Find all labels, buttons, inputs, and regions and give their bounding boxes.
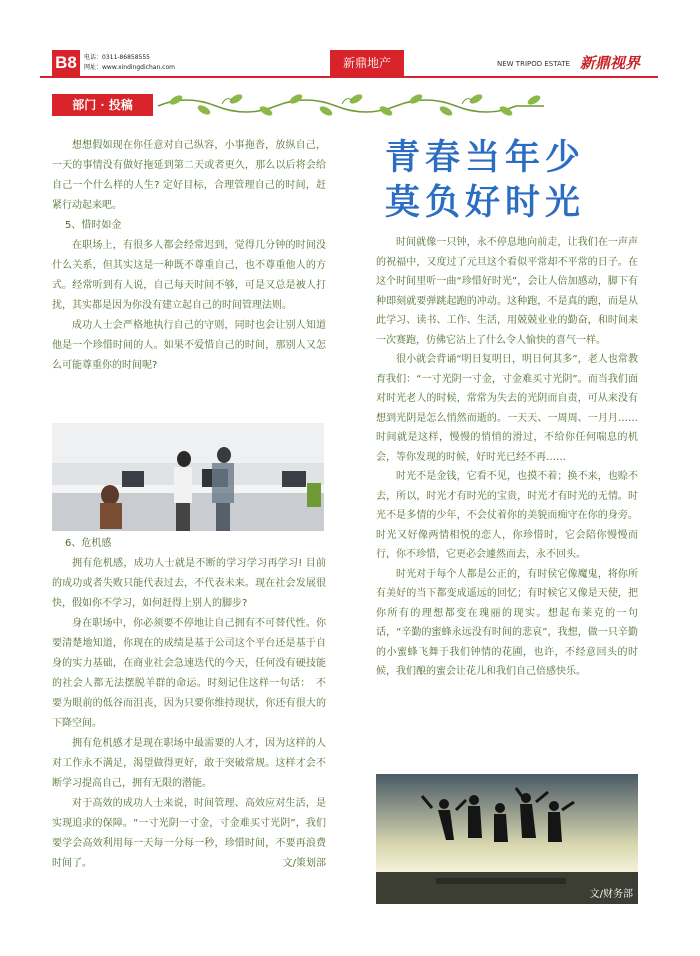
paragraph: 很小就会背诵“明日复明日，明日何其多”，老人也常教育我们：“一寸光阴一寸金，寸金难买寸光阴”。而当我们面对时光老人的时候，常常为失去的光阴而自责，可从来没有想到光阴是怎么悄然而逝的。一天天、一周周、一月月……时间就是这样，慢慢的悄悄的滑过，不给你任何喘息的机会，等你发现的时候，好时光已经不再…… xyxy=(376,354,638,463)
brand-logo: 新鼎视界 xyxy=(580,54,641,72)
left-article-bottom xyxy=(52,534,326,874)
paragraph: 时光对于每个人都是公正的，有时侯它像魔鬼，将你所有美好的当下都变成遥远的回忆；有时候它又像是天使，把你所有的理想都变在瑰丽的现实。想起布莱克的一句话，“辛勤的蜜蜂永远没有时间的悲哀”，我想，做一只辛勤的小蜜蜂飞舞于我们钟情的花圃，也许，不经意回头的时候，我们酿的蜜会让花儿和我们自己倍感快乐。 xyxy=(376,568,638,677)
website-text: 网址：www.xindingdichan.com xyxy=(84,64,175,71)
author-signature: 文/财务部 xyxy=(589,889,633,900)
english-name: NEW TRIPOD ESTATE xyxy=(497,60,570,68)
vine-decoration xyxy=(156,90,546,118)
header-rule xyxy=(40,76,658,78)
paragraph: 时间就像一只钟，永不停息地向前走，让我们在一声声的祝福中，又度过了元旦这个看似平常却不平常的日子。在这个时间里听一曲“珍惜好时光”，会让人倍加感动，脚下有种即刻就要弹跳起跑的冲动。这种跑，不是真的跑，而是从此学习、读书、工作、生活，用兢兢业业的勤奋，和时间来一次赛跑，仿佛它沾上了什么令人愉快的喜气一样。 xyxy=(376,237,638,346)
paragraph: 对于高效的成功人士来说，时间管理、高效应对生活，是实现追求的保障。“一寸光阴一寸金，寸金难买寸光阴”，我们要学会高效利用每一天每一分每一秒，珍惜时间，不要再浪费时间了。 xyxy=(52,798,326,869)
right-article-body xyxy=(376,233,638,682)
paragraph: 想想假如现在你任意对自己纵容，小事拖沓，放纵自己，一天的事情没有做好拖延到第二天或者更久，那么以后将会给自己一个什么样的人生? 定好目标，合理管理自己的时间，赶紧行动起来吧。 xyxy=(52,140,326,211)
paragraph: 在职场上，有很多人都会经常迟到，觉得几分钟的时间没什么关系，但其实这是一种既不尊重自己，也不尊重他人的方式。经常听到有人说，自己每天时间不够，可是又总是被人打扰，其实都是因为你没有建立起自己的时间管理法则。 xyxy=(52,240,326,311)
article-title xyxy=(385,135,645,225)
office-photo xyxy=(52,423,324,531)
left-article-top xyxy=(52,136,326,376)
title-line-1: 青春当年少 xyxy=(385,137,586,178)
paragraph: 时光不是金钱，它看不见，也摸不着；换不来，也赊不去，所以，时光才有时光的宝贵，时光才有时光的无情。时光不是多情的少年，不会仗着你的美貌而痴守在你的身旁。时光又好像两情相悦的恋人，你珍惜时，它会陪你慢慢而行，你不珍惜，它更必会遽然而去，永不回头。 xyxy=(376,471,638,560)
section-tab: 新鼎地产 xyxy=(330,50,404,76)
phone-text: 电话：0311-86858555 xyxy=(84,54,150,61)
column-tag: 部门 · 投稿 xyxy=(52,94,153,116)
sunset-photo xyxy=(376,774,638,904)
paragraph: 拥有危机感，成功人士就是不断的学习学习再学习! 目前的成功或者失败只能代表过去，不代表未来。现在社会发展很快，假如你不学习，如何赶得上别人的脚步? xyxy=(52,558,326,609)
paragraph: 身在职场中，你必须要不停地让自己拥有不可替代性。你要清楚地知道，你现在的成绩是基于公司这个平台还是基于自身的实力基础，在商业社会急速迭代的今天，任何没有硬技能的社会人都无法摆脱羊群的命运。时刻记住这样一句话： 不要为眼前的低谷而沮丧，因为只要你维持现状，你还有很大的下降空间。 xyxy=(52,618,326,729)
subheading: 5、惜时如金 xyxy=(65,220,122,231)
paragraph: 拥有危机感才是现在职场中最需要的人才，因为这样的人对工作永不满足，渴望做得更好，敢于突破常规。这样才会不断学习提高自己，拥有无限的潜能。 xyxy=(52,738,326,789)
author-signature: 文/策划部 xyxy=(282,858,326,869)
page-number: B8 xyxy=(52,50,80,76)
paragraph: 成功人士会严格地执行自己的守则，同时也会让别人知道他是一个珍惜时间的人。如果不爱惜自己的时间，那别人又怎么可能尊重你的时间呢? xyxy=(52,320,326,371)
subheading: 6、危机感 xyxy=(65,538,112,549)
title-line-2: 莫负好时光 xyxy=(385,182,586,223)
